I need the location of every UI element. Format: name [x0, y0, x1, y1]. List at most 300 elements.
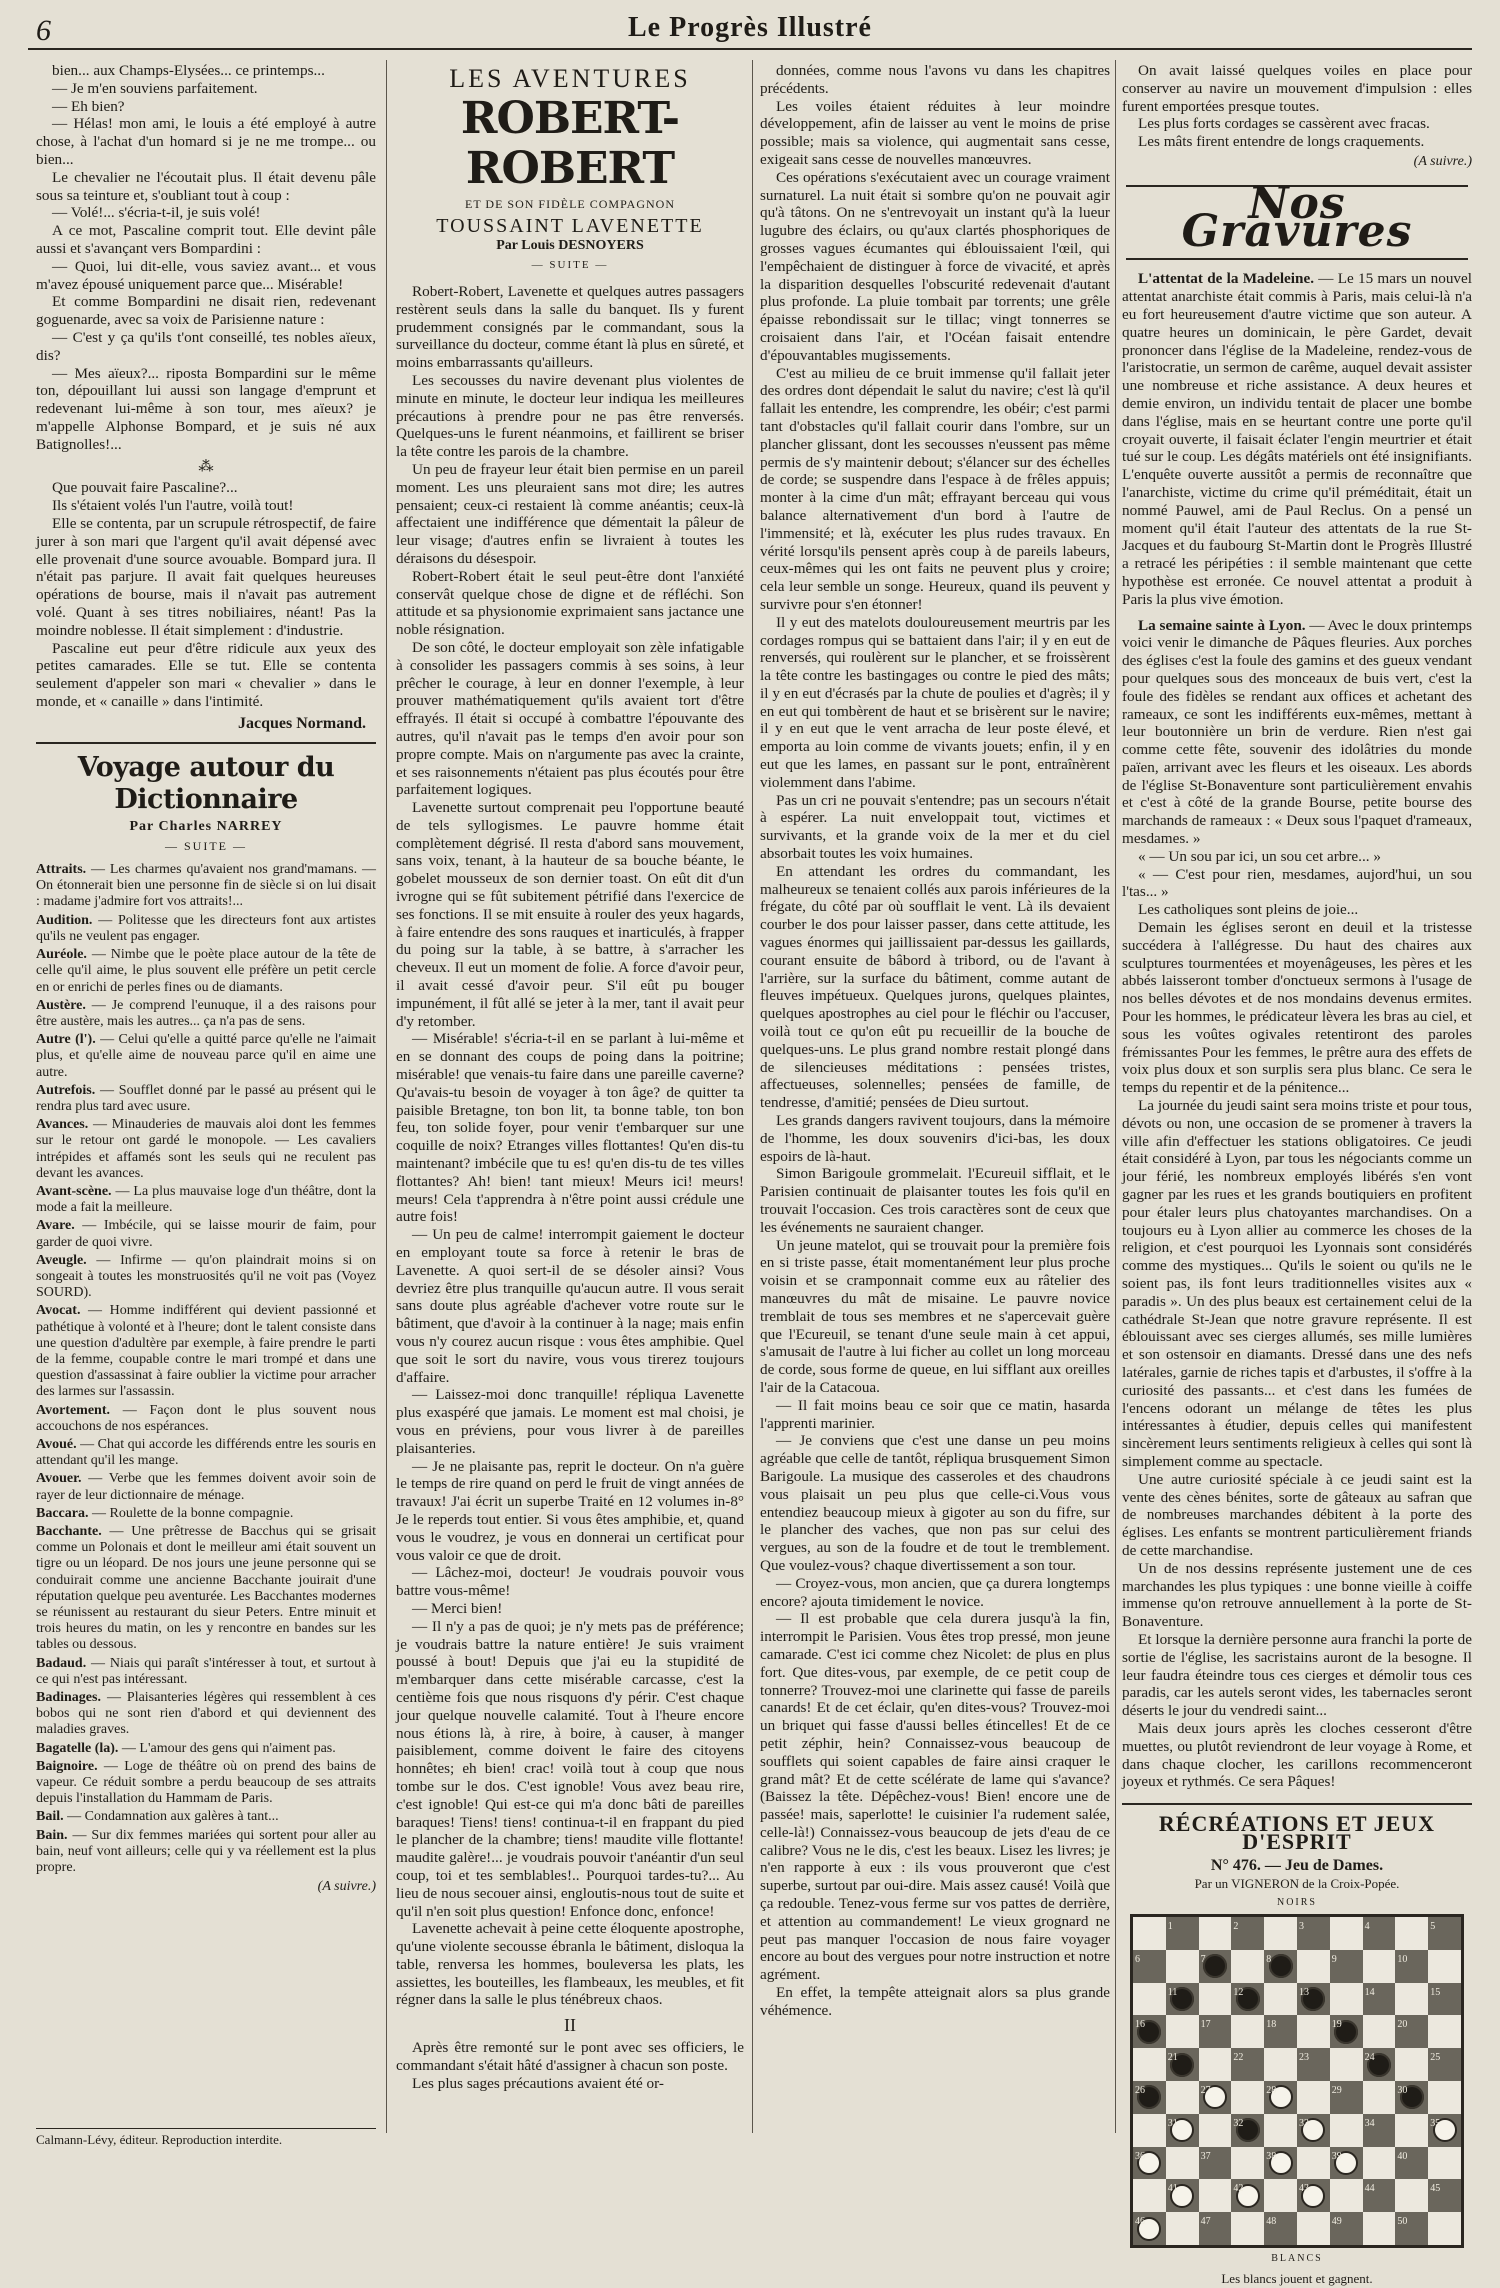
- board-square-light: [1297, 2212, 1330, 2245]
- board-square-light: [1330, 1983, 1363, 2016]
- square-number: 16: [1135, 2019, 1145, 2031]
- serial-suite: — SUITE —: [531, 259, 609, 272]
- square-number: 32: [1233, 2117, 1244, 2129]
- board-bottom-label: BLANCS: [1271, 2253, 1323, 2265]
- board-square-dark: [1330, 2147, 1363, 2180]
- paragraph: On avait laissé quelques voiles en place pour conserver au navire un mouvement d'impulsion : elles furent emportées presque toutes.: [1122, 62, 1472, 115]
- board-square-dark: [1330, 2212, 1363, 2245]
- voyage-title: Voyage autour du Dictionnaire: [36, 742, 376, 816]
- paragraph: « — C'est pour rien, mesdames, aujord'hui, un sou l'tas... »: [1122, 865, 1472, 901]
- dictionary-entry: [36, 1809, 376, 1825]
- board-square-light: [1133, 1917, 1166, 1950]
- board-square-light: [1199, 2114, 1232, 2147]
- board-square-dark: [1330, 2015, 1363, 2048]
- paragraph: Les grands dangers ravivent toujours, dans la mémoire de l'homme, les doux souvenirs d'ici-bas, les doux espoirs de là-haut.: [760, 1112, 1110, 1165]
- entry-definition: — Minauderies de mauvais aloi dont les femmes sur le retour ont gardé le monopole. — Les cavaliers intrépides et affamés sont les seuls qui ne reculent pas devant les avances.: [36, 1117, 376, 1181]
- a-suivre-2: (A suivre.): [1413, 153, 1472, 169]
- paragraph: Demain les églises seront en deuil et la tristesse succédera à l'allégresse. Du haut des chaires aux sculptures tourmentées et moyenâgeuses, les pères et les abbés laisseront tomber d'onctueux sermons à l'usage de nos belles dévotes et de nos mondains devenus ermites. Pour les hommes, le prédicateur lèvera les bras au ciel, et sous les voûtes ogivales retentiront des paroles frémissantes Pour les femmes, le prêtre aura des effets de voix plus doux et son surplis sera plus blanc. Ce sera le temps du repentir et de la pénitence...: [1122, 919, 1472, 1097]
- entry-definition: — Nimbe que le poète place autour de la tête de celle qu'il aime, le plus souvent elle préfère un petit cercle en or enrichi de perles fines ou de diamants.: [36, 947, 376, 995]
- black-checker-piece: [1203, 1954, 1227, 1978]
- serial-author: Par Louis DESNOYERS: [496, 238, 644, 254]
- dictionary-entry: [36, 1828, 376, 1877]
- entry-term: Avoué.: [36, 1436, 77, 1452]
- serial-end: [1122, 62, 1472, 151]
- board-square-light: [1363, 2081, 1396, 2114]
- entry-definition: — Niais qui paraît s'intéresser à tout, et surtout à ce qui n'est pas intéressant.: [36, 1655, 376, 1687]
- square-number: 41: [1167, 2183, 1178, 2195]
- paragraph: Le chevalier ne l'écoutait plus. Il était devenu pâle sous sa teinture et, s'oubliant tout à coup :: [36, 168, 376, 204]
- dictionary-entry: [36, 1253, 376, 1302]
- paragraph: Lavenette achevait à peine cette éloquente apostrophe, qu'une violente secousse ébranla le bâtiment, disloqua la table, renversa les hommes, bouleversa les plats, les assiettes, les bouteilles, les flambeaux, les meubles, et fit régner dans la salle le plus ténébreux chaos.: [396, 1920, 744, 2009]
- board-square-light: [1264, 1983, 1297, 2016]
- dictionary-entry: [36, 998, 376, 1030]
- board-square-dark: [1428, 2114, 1461, 2147]
- paragraph: — Hélas! mon ami, le louis a été employé à autre chose, à l'achat d'un homard si je ne me trompe... ou bien...: [36, 115, 376, 168]
- paragraph: — Merci bien!: [412, 1599, 503, 1617]
- board-square-light: [1231, 1950, 1264, 1983]
- square-number: 12: [1233, 1986, 1244, 1998]
- board-square-light: [1428, 2212, 1461, 2245]
- dictionary-entry: [36, 1437, 376, 1469]
- paragraph: — Il n'y a pas de quoi; je n'y mets pas de préférence; je voudrais battre la nature entière! Je suis vraiment poussé à bout! Depuis que j'ai eu la stupidité de m'embarquer dans cette misérable carcasse, c'est la centième fois que nous risquons d'y périr. C'est chaque jour quelque nouvelle calamité. Tout à l'heure encore nous étions là, à rire, à boire, à causer, à manger paisiblement, comme doivent le faire des citoyens honnêtes; eh bien! crac! voilà tout à coup que nous tombe sur le dos. C'est ignoble! Vous avez beau rire, c'est ignoble! Qui est-ce qui m'a donc bâti de pareilles baraques! Tiens! tiens! continua-t-il en frappant du pied le plancher de la chambre; tiens! maudite ville flottante! maudite galère!... je voudrais pouvoir t'anéantir d'un seul coup, toi et tes semblables!.. Pourquoi tardes-tu?... Au lieu de nous secouer ainsi, engloutis-nous tout de suite et qu'il n'en soit plus question! Enfonce donc, enfonce!: [396, 1617, 744, 1920]
- entry-term: Bagatelle (la).: [36, 1740, 119, 1756]
- board-square-light: [1264, 1917, 1297, 1950]
- entry-definition: — Homme indifférent qui devient passionné et pathétique à volonté et à l'heure; dont le talent consiste dans une question d'adultère par exemple, à faire prendre le parti de la femme, coupable contre le mari trompé et dans une question d'assassinat à faire oublier la victime pour arracher des larmes sur l'assassin.: [36, 1303, 376, 1400]
- column-rule: [386, 60, 387, 2133]
- paragraph: Elle se contenta, par un scrupule rétrospectif, de faire jurer à son mari que l'argent qu'il avait dépensé avec elle provenait d'une source avouable. Bompard jura. Il n'était pas parjure. Il avait fait quelques heureuses opérations de bourse, mais il n'avait pas autrement volé. Quant à ses titres nobiliaires, néant! Pas la moindre noblesse. Il était simplement : d'industrie.: [36, 514, 376, 639]
- gravure-2-first: — Avec le doux printemps voici venir le dimanche de Pâques fleuries. Aux porches des églises c'est la foule des gamins et des gueux vendant pour quelques sous des monceaux de buis vert, c'est la foule des fidèles se rendant aux offices et achetant des rameaux, ce sont les indifférents eux-mêmes, mettant à leur boutonnière un brin de verdure. Rien n'est gai comme cette fête, souvenir des idolâtries du monde païen, arrivant avec les fleurs et les oiseaux. Les abords de l'église St-Bonaventure sont particulièrement envahis et c'est à côté de la grande Bourse, petite bourse des marchands de rameaux : « Deux sous l'paquet d'rameaux, mesdames. »: [1122, 616, 1473, 848]
- serial-kicker: LES AVENTURES: [449, 64, 691, 93]
- board-square-light: [1264, 2179, 1297, 2212]
- entry-term: Baignoire.: [36, 1758, 98, 1774]
- entry-term: Bacchante.: [36, 1524, 102, 1539]
- gravure-2-title: La semaine sainte à Lyon.: [1138, 616, 1306, 634]
- paragraph: A ce mot, Pascaline comprit tout. Elle devint pâle aussi et s'avançant vers Bompardini :: [36, 222, 376, 257]
- entry-definition: — Infirme — qu'on plaindrait moins si on songeait à toutes les monstruosités qu'il ne voit pas (Voyez SOURD).: [36, 1252, 376, 1301]
- square-number: 14: [1364, 1986, 1375, 1998]
- board-square-dark: [1363, 2179, 1396, 2212]
- square-number: 3: [1298, 1921, 1304, 1933]
- entry-definition: — Imbécile, qui se laisse mourir de faim, pour garder de quoi vivre.: [36, 1218, 376, 1250]
- puzzle-author: Par un VIGNERON de la Croix-Popée.: [1194, 1875, 1400, 1891]
- board-square-dark: [1428, 1983, 1461, 2016]
- board-square-dark: [1133, 2147, 1166, 2180]
- board-square-dark: [1231, 2179, 1264, 2212]
- square-number: 28: [1266, 2085, 1277, 2097]
- dictionary-entries: [36, 862, 376, 1876]
- board-square-light: [1330, 2179, 1363, 2212]
- board-square-dark: [1363, 2114, 1396, 2147]
- column-3: [760, 62, 1110, 2133]
- paragraph: — Je ne plaisante pas, reprit le docteur. On n'a guère le temps de rire quand on perd le fruit de vingt années de travaux! J'ai écrit un superbe Traité en 12 volumes in-8° Je le reperds tout entier. Si vous êtes amphibie, et, quand vous le voudrez, je vous en donnerai un certificat pour vous valoir ce que de droit.: [396, 1457, 744, 1564]
- board-square-light: [1428, 2147, 1461, 2180]
- entry-term: Austère.: [36, 997, 86, 1013]
- signature: Jacques Normand.: [237, 714, 366, 732]
- square-number: 15: [1430, 1986, 1441, 1998]
- paragraph: — Volé!... s'écria-t-il, je suis volé!: [52, 204, 261, 222]
- entry-definition: — Soufflet donné par le passé au présent qui le rendra plus tard avec usure.: [36, 1082, 376, 1114]
- entry-definition: — Une prêtresse de Bacchus qui se grisait comme un Polonais et dont le meilleur ami était souvent un tigre ou un léopard. De nos jours une jeune personne qui se conduirait comme une ancienne Bacchante jouirait d'une réputation quelque peu aventurée. Les Bacchantes modernes se réunissent au restaurant du sieur Peters. Entre minuit et trois heures du matin, on les y rencontre en bandes sur les tables ou dessous.: [36, 1524, 376, 1653]
- paragraph: Et comme Bompardini ne disait rien, redevenant goguenarde, avec sa voix de Parisienne nature :: [36, 293, 376, 329]
- board-square-light: [1166, 1950, 1199, 1983]
- board-square-dark: [1199, 2147, 1232, 2180]
- column-rule: [752, 60, 753, 2133]
- board-square-light: [1166, 2015, 1199, 2048]
- board-square-dark: [1133, 2015, 1166, 2048]
- square-number: 20: [1397, 2019, 1408, 2031]
- paragraph: Un jeune matelot, qui se trouvait pour la première fois en si triste passe, était momentanément leur plus proche voisin et se cramponnait comme eux au râtelier des manœuvres du mât de misaine. Le pauvre novice tremblait de tous ses membres et ne s'apercevait guère que l'Ecureuil, se tenant d'une seule main à cet appui, s'amusait de l'autre à lui ficher au collet un long morceau de corde, sous forme de queue, en lui sifflant aux oreilles l'air de la Catacoua.: [760, 1236, 1110, 1396]
- board-square-dark: [1264, 2081, 1297, 2114]
- board-square-dark: [1264, 2147, 1297, 2180]
- paragraph: Pascaline eut peur d'être ridicule aux yeux des petites camarades. Elle se tut. Elle se contenta seulement d'appeler son mari « chevalier » dans le monde, et « canaille » dans l'intimité.: [36, 639, 376, 710]
- square-number: 19: [1331, 2019, 1342, 2031]
- board-square-light: [1199, 1917, 1232, 1950]
- paragraph: C'est au milieu de ce bruit immense qu'il fallait jeter des ordres dont dépendait le salut du navire; c'est là qu'il fallait les entendre, les comprendre, les obéir; c'est parmi tant d'obstacles qu'il fallait courir dans l'ombre, sur un plancher glissant, dont les secousses n'eussent pas même permis de s'y maintenir debout; s'élancer sur des échelles de corde; se suspendre dans l'espace à de frêles appuis; monter à la cime d'un mât; effrayant berceau qui vous balance alternativement d'un bord à l'autre de l'immensité; et là, exécuter les plus rudes travaux. En vérité lorsqu'ils pensent après coup à de pareils labeurs, ceux-mêmes qui les ont faits ne peuvent plus y croire; cela leur semble un songe. Heureux, quand ils peuvent y survivre pour s'en étonner!: [760, 364, 1110, 613]
- dictionary-entry: [36, 1117, 376, 1182]
- board-square-dark: [1199, 2212, 1232, 2245]
- board-square-dark: [1133, 2081, 1166, 2114]
- board-square-dark: [1297, 1983, 1330, 2016]
- board-square-light: [1395, 1917, 1428, 1950]
- board-square-dark: [1199, 1950, 1232, 1983]
- page-header: [28, 8, 1472, 50]
- square-number: 24: [1364, 2052, 1375, 2064]
- board-square-dark: [1231, 1917, 1264, 1950]
- square-number: 26: [1135, 2085, 1145, 2097]
- board-square-light: [1395, 2114, 1428, 2147]
- board-square-dark: [1395, 1950, 1428, 1983]
- voyage-suite: — SUITE —: [165, 839, 247, 854]
- entry-definition: — Les charmes qu'avaient nos grand'mamans. — On étonnerait bien une personne fin de siècle si on lui disait : madame j'admire fort vos attraits!...: [36, 862, 376, 910]
- board-square-dark: [1166, 2179, 1199, 2212]
- square-number: 45: [1430, 2183, 1441, 2195]
- paragraph: Mais deux jours après les cloches cesseront d'être muettes, ou plutôt reviendront de leur voyage à Rome, et dans chaque clocher, les carillons recommenceront joyeux et rythmés. Ce sera Pâques!: [1122, 1719, 1472, 1791]
- entry-term: Audition.: [36, 912, 93, 928]
- entry-definition: — Politesse que les directeurs font aux artistes qu'ils ne veulent pas engager.: [36, 912, 376, 944]
- chapter-number: II: [564, 2015, 576, 2036]
- dictionary-entry: [36, 1032, 376, 1081]
- entry-definition: — Plaisanteries légères qui ressemblent à ces bobos qui ne sont rien d'abord et qui deviennent des maladies graves.: [36, 1690, 376, 1738]
- square-number: 22: [1233, 2052, 1244, 2064]
- board-square-dark: [1428, 1917, 1461, 1950]
- board-square-dark: [1199, 2015, 1232, 2048]
- square-number: 40: [1397, 2150, 1408, 2162]
- square-number: 2: [1233, 1921, 1239, 1933]
- dictionary-entry: [36, 1218, 376, 1250]
- paragraph: Les catholiques sont pleins de joie...: [1138, 901, 1359, 919]
- dictionary-entry: [36, 1741, 376, 1757]
- paragraph: — Je conviens que c'est une danse un peu moins agréable que celle de tantôt, répliqua brusquement Simon Barigoule. La musique des casseroles et des chaudrons vous plaisait un peu plus que celle-ci.Vous vous entendiez beaucoup mieux à gigoter au son du fifre, sur le plancher des vaches, que non pas sur celui des vergues, au son de la foudre et de tout le tremblement. Que voulez-vous? chaque divertissement a son tour.: [760, 1432, 1110, 1574]
- board-square-dark: [1166, 2048, 1199, 2081]
- board-square-light: [1264, 2048, 1297, 2081]
- paragraph: Après être remonté sur le pont avec ses officiers, le commandant s'était hâté d'assigner à chacun son poste.: [396, 2039, 744, 2074]
- entry-term: Avouer.: [36, 1471, 82, 1487]
- square-number: 27: [1200, 2085, 1211, 2097]
- square-number: 18: [1266, 2019, 1277, 2031]
- square-number: 34: [1364, 2117, 1375, 2129]
- square-number: 47: [1200, 2216, 1211, 2228]
- board-square-light: [1428, 2081, 1461, 2114]
- paragraph: Robert-Robert, Lavenette et quelques autres passagers restèrent seuls dans la salle du banquet. Ils y furent prudemment consignés par le commandant, sous la surveillance du docteur, comme étant là plus en sûreté, et moins embarrassants qu'ailleurs.: [396, 282, 744, 372]
- board-square-dark: [1133, 1950, 1166, 1983]
- paragraph: — Quoi, lui dit-elle, vous saviez avant... et vous m'avez épousé uniquement parce que... Misérable!: [36, 257, 376, 293]
- board-square-light: [1199, 1983, 1232, 2016]
- paragraph: Lavenette surtout comprenait peu l'opportune beauté de tels syllogismes. Le pauvre homme était complètement dégrisé. Il resta d'abord sans mouvement, sans voix, tenant, à la hauteur de sa bouche béante, le gobelet mousseux de son dernier toast. On eût dit d'un ivrogne qui se fût subitement pétrifié dans l'exercice de ses fonctions. Il se mit ensuite à rouler des yeux hagards, à faire entendre des sons rauques et inarticulés, à frapper du poing sur la table, à se battre, à s'arracher les cheveux. Il eut un moment de folie. A force d'avoir peur, il avait cessé d'avoir peur. S'il eût pu bouger impunément, il fût allé se jeter à la mer, tant il avait peur d'y retomber.: [396, 799, 744, 1030]
- board-square-light: [1330, 2048, 1363, 2081]
- entry-term: Avances.: [36, 1117, 89, 1133]
- square-number: 37: [1200, 2150, 1211, 2162]
- square-number: 31: [1167, 2117, 1178, 2129]
- gravures-title: Nos Gravures: [1181, 177, 1413, 257]
- paragraph: — Je m'en souviens parfaitement.: [52, 79, 258, 97]
- board-square-light: [1166, 2212, 1199, 2245]
- square-number: 49: [1331, 2216, 1342, 2228]
- board-square-light: [1297, 2081, 1330, 2114]
- paragraph: Ils s'étaient volés l'un l'autre, voilà tout!: [52, 497, 294, 515]
- entry-term: Autre (l').: [36, 1032, 96, 1048]
- square-number: 23: [1298, 2052, 1309, 2064]
- paragraph: bien... aux Champs-Elysées... ce printemps...: [52, 62, 325, 79]
- board-square-dark: [1330, 2081, 1363, 2114]
- entry-definition: — Verbe que les femmes doivent avoir soin de rayer de leur dictionnaire de ménage.: [36, 1471, 376, 1503]
- story-end-2: [36, 479, 376, 710]
- board-square-light: [1395, 2048, 1428, 2081]
- board-square-dark: [1231, 2048, 1264, 2081]
- entry-definition: — Sur dix femmes mariées qui sortent pour aller au bain, neuf vont ailleurs; celle qui y va réellement est la plus propre.: [36, 1827, 376, 1876]
- board-square-dark: [1166, 1917, 1199, 1950]
- entry-term: Avocat.: [36, 1303, 81, 1319]
- entry-term: Bain.: [36, 1827, 68, 1843]
- gravure-2: [1122, 617, 1472, 848]
- entry-term: Baccara.: [36, 1505, 89, 1521]
- board-square-dark: [1330, 1950, 1363, 1983]
- publisher-footer: Calmann-Lévy, éditeur. Reproduction interdite.: [36, 2128, 376, 2148]
- square-number: 42: [1233, 2183, 1244, 2195]
- board-square-dark: [1231, 2114, 1264, 2147]
- story-end: [36, 62, 376, 454]
- serial-continuation: [760, 62, 1110, 2020]
- voyage-byline: Par Charles NARREY: [129, 819, 283, 835]
- square-number: 43: [1298, 2183, 1309, 2195]
- recreations-title: RÉCRÉATIONS ET JEUX D'ESPRIT: [1122, 1803, 1472, 1851]
- paragraph: — Un peu de calme! interrompit gaiement le docteur en employant toute sa force à retenir le bras de Lavenette. A quoi sert-il de se désoler ainsi? Vous devriez être plus tranquille qu'aucun autre. Il vous serait sans doute plus agréable d'achever votre route sur le bâtiment, que d'avoir à la continuer à la nage; mais enfin vous n'y courez aucun risque : vous êtes amphibie. Quel que soit le sort du navire, vous vous tirerez toujours d'affaire.: [396, 1226, 744, 1386]
- board-square-light: [1395, 2179, 1428, 2212]
- square-number: 9: [1331, 1953, 1337, 1965]
- entry-definition: — Chat qui accorde les différends entre les souris en attendant qu'il les mange.: [36, 1436, 376, 1469]
- board-square-dark: [1395, 2015, 1428, 2048]
- paragraph: Et lorsque la dernière personne aura franchi la porte de sortie de l'église, les sacristains auront de la besogne. Il leur faudra éteindre tous ces cierges et démolir tous ces paradis, car les autels seront vides, les tabernacles seront déserts le jour du vendredi saint...: [1122, 1630, 1472, 1720]
- paragraph: — Mes aïeux?... riposta Bompardini sur le même ton, dépouillant lui aussi son langage d'emprunt et redevenant lui-même à son tour, mes aïeux? je m'appelle Alphonse Bompard, et je suis né aux Batignolles!...: [36, 364, 376, 453]
- square-number: 35: [1430, 2117, 1441, 2129]
- paragraph: — Croyez-vous, mon ancien, que ça durera longtemps encore? ajouta timidement le novice.: [760, 1574, 1110, 1610]
- dictionary-entry: [36, 862, 376, 911]
- square-number: 33: [1298, 2117, 1309, 2129]
- paragraph: Pas un cri ne pouvait s'entendre; pas un secours n'était à espérer. La nuit enveloppait tout, victimes et survivants, et la grande voix de la mer et du ciel absorbait toutes les voix humaines.: [760, 791, 1110, 863]
- paragraph: « — Un sou par ici, un sou cet arbre... »: [1138, 847, 1381, 865]
- paragraph: — Il fait moins beau ce soir que ce matin, hasarda l'apprenti marinier.: [760, 1396, 1110, 1432]
- square-number: 44: [1364, 2183, 1375, 2195]
- square-number: 39: [1331, 2150, 1342, 2162]
- paragraph: Les plus sages précautions avaient été or-: [412, 2074, 664, 2092]
- entry-definition: — Roulette de la bonne compagnie.: [88, 1505, 294, 1521]
- square-number: 17: [1200, 2019, 1211, 2031]
- serial-body: [396, 283, 744, 2009]
- board-square-dark: [1363, 2048, 1396, 2081]
- board-square-dark: [1133, 2212, 1166, 2245]
- board-square-light: [1166, 2147, 1199, 2180]
- square-number: 46: [1135, 2216, 1145, 2228]
- board-square-dark: [1297, 2114, 1330, 2147]
- entry-definition: — La plus mauvaise loge d'un théâtre, dont la mode a fait la meilleure.: [36, 1183, 376, 1216]
- paragraph: De son côté, le docteur employait son zèle infatigable à consolider les passagers commis à ses soins, à leur prêcher le courage, à leur en donner l'exemple, à leur prouver mathématiquement qu'ils avaient tort d'être effrayés. Il était si occupé à combattre l'épouvante des autres, qu'il n'avait pas le temps d'en avoir pour son propre compte. Mais on n'argumente pas avec la crainte, et ses raisonnements n'étaient pas plus écoutés pour être parfaitement logiques.: [396, 638, 744, 799]
- board-square-light: [1264, 2114, 1297, 2147]
- entry-definition: — Loge de théâtre où on prend des bains de vapeur. Ce réduit sombre a perdu beaucoup de ses attraits depuis l'installation du Hammam de Paris.: [36, 1758, 376, 1807]
- serial-companion: TOUSSAINT LAVENETTE: [436, 214, 704, 237]
- board-square-dark: [1297, 1917, 1330, 1950]
- square-number: 1: [1167, 1921, 1173, 1933]
- paragraph: La journée du jeudi saint sera moins triste et pour tous, dévots ou non, une occasion de se promener à travers la ville afin d'effectuer les stations obligatoires. Ce jeudi était considéré à Lyon, par tous les négociants comme un jour férié, les nombreux employés libérés s'en vont gagner par les rues et les grands boutiquiers en profitent pour étaler leurs plus chatoyantes marchandises. On a toujours eu à Lyon allier au commerce les choses de la religion, et c'est pourquoi les Lyonnais sont considérés comme des mystiques... Qu'ils le soient ou qu'ils ne le soient pas, ils font leurs traditionnelles visites aux « paradis ». Un des plus beaux est certainement celui de la cathédrale St-Jean que notre gravure représente. Il est éblouissant avec ses cierges allumés, ses mille lumières et son ostensoir en diamants. Dressé dans une des nefs latérales, garnie de riches tapis et d'arbustes, il s'offre à la curiosité des passants... et c'est dans les fumées de l'encens odorant un mélange de têtes les plus intéressantes à étudier, depuis celles qui manifestent sincèrement leurs sentiments religieux à celles qui sont là simplement comme au spectacle.: [1122, 1097, 1472, 1470]
- paragraph: Les mâts firent entendre de longs craquements.: [1138, 133, 1425, 151]
- board-square-dark: [1166, 1983, 1199, 2016]
- square-number: 21: [1167, 2052, 1178, 2064]
- separator-stars: ⁂: [198, 457, 214, 475]
- square-number: 8: [1266, 1953, 1272, 1965]
- dictionary-entry: [36, 947, 376, 996]
- board-square-light: [1363, 2147, 1396, 2180]
- gravure-1-text: — Le 15 mars un nouvel attentat anarchiste était commis à Paris, mais celui-là n'a eu fort heureusement d'autre victime que son auteur. A quatre heures un dominicain, le père Gardet, devait prononcer dans l'église de la Madeleine, rendez-vous de l'aristocratie, un sermon de carême, auquel devait assister une nombreuse et riche assistance. A deux heures et demie environ, un individu tentait de placer une bombe dans l'église, mais en se heurtant contre une porte qu'il croyait ouverte, il faisait éclater l'engin meurtrier et était tué sur le coup. Les dégâts matériels ont été insignifiants. L'enquête ouverte aussitôt a permis de reconnaître que l'anarchiste, victime du crime qu'il préméditait, était un nommé Pauwel, ami de Paul Reclus. On a pensé un moment qu'il était l'auteur des attentats de la rue St-Jacques et du faubourg St-Martin dont le Progrès Illustré a retracé les péripéties : il semble maintenant que cette hypothèse est erronée. Ce nouvel attentat a produit à Paris la plus vive émotion.: [1122, 270, 1472, 608]
- paragraph: Un de nos dessins représente justement une de ces marchandes les plus typiques : une bonne vieille à coiffe immense qu'on retrouve annuellement à la porte de St-Bonaventure.: [1122, 1559, 1472, 1631]
- dictionary-entry: [36, 1083, 376, 1115]
- board-square-light: [1199, 2048, 1232, 2081]
- square-number: 48: [1266, 2216, 1277, 2228]
- a-suivre: (A suivre.): [317, 1879, 376, 1895]
- board-square-light: [1428, 2015, 1461, 2048]
- board-square-light: [1231, 2081, 1264, 2114]
- entry-definition: — L'amour des gens qui n'aiment pas.: [118, 1740, 336, 1756]
- paragraph: — Il est probable que cela durera jusqu'à la fin, interrompit le Parisien. Vous êtes trop pressé, mon jeune camarade. C'est ici comme chez Nicolet: de plus en plus fort. Que dites-vous, par exemple, de ce petit coup de tonnerre? Trouvez-moi une clarinette qui fasse de pareils canards! Et de cet éclair, qu'en dites-vous? Trouvez-moi un briquet qui fasse d'aussi belles étincelles! Et de ce petit zéphir, hein? Connaissez-vous beaucoup de soufflets qui soient capables de faire ainsi craquer le grand mât? Et de cette scélérate de lame qui s'avance? (Baissez la tête. Dépêchez-vous! Bien! encore une de passée! mais, saperlotte! le cuisinier l'a rudement salée, celle-là!) Connaissez-vous beaucoup de jets d'eau de ce calibre? Vous ne le dis, c'est les beaux. Lisez les livres; je n'en rapporte à eux : ils vous prouveront que c'est superbe, surtout par oui-dire. Mais assez causé! Voilà que ça redouble. Tenez-vous ferme sur vos pattes de derrière, et attention au commandement! Le vieux grognard ne peut pas manquer l'occasion de nous faire voyager encore au bout des vergues pour notre instruction et notre agrément.: [760, 1610, 1110, 1984]
- square-number: 5: [1430, 1921, 1436, 1933]
- board-square-light: [1133, 1983, 1166, 2016]
- entry-term: Aveugle.: [36, 1252, 87, 1268]
- board-square-light: [1231, 2147, 1264, 2180]
- dictionary-entry: [36, 1506, 376, 1522]
- board-top-label: NOIRS: [1276, 1897, 1317, 1909]
- board-square-dark: [1395, 2212, 1428, 2245]
- board-square-light: [1297, 2147, 1330, 2180]
- puzzle-caption: Les blancs jouent et gagnent.: [1221, 2270, 1373, 2286]
- paragraph: — C'est y ça qu'ils t'ont conseillé, tes nobles aïeux, dis?: [36, 328, 376, 364]
- puzzle-number: N° 476. — Jeu de Dames.: [1210, 1856, 1384, 1874]
- paragraph: Ces opérations s'exécutaient avec un courage vraiment surnaturel. La nuit était si sombre qu'on ne pouvait agir qu'à tâtons. On ne s'entrevoyait un instant qu'à la lueur lugubre des éclairs, ou qu'aux clartés phosphoriques de grosses vagues écumantes qui éblouissaient l'œil, qui l'empêchaient de distinguer à force de vivacité, et après la disparition desquelles l'obscurité redevenait d'autant plus profonde. La pluie tombait par torrents; une grêle épaisse rebondissait sur le tillac; vingt tonnerres se croisaient dans l'air, et l'Océan faisait entendre d'épouvantables mugissements.: [760, 168, 1110, 364]
- square-number: 36: [1135, 2150, 1145, 2162]
- entry-term: Attraits.: [36, 862, 87, 878]
- board-square-light: [1166, 2081, 1199, 2114]
- board-square-dark: [1363, 1917, 1396, 1950]
- paragraph: Les plus forts cordages se cassèrent avec fracas.: [1138, 115, 1430, 133]
- dictionary-entry: [36, 1759, 376, 1808]
- entry-definition: — Condamnation aux galères à tant...: [63, 1809, 279, 1825]
- board-square-dark: [1428, 2048, 1461, 2081]
- dictionary-entry: [36, 1656, 376, 1688]
- board-square-dark: [1297, 2179, 1330, 2212]
- board-square-light: [1133, 2114, 1166, 2147]
- square-number: 13: [1298, 1986, 1309, 1998]
- column-4: [1122, 62, 1473, 2286]
- serial-subtitle: ET DE SON FIDÈLE COMPAGNON: [464, 196, 675, 211]
- checkers-board: [1130, 1914, 1464, 2248]
- paragraph: En effet, la tempête atteignait alors sa plus grande véhémence.: [760, 1984, 1110, 2019]
- square-number: 50: [1397, 2216, 1408, 2228]
- paragraph: Il y eut des matelots douloureusement meurtris par les cordages rompus qui se battaient dans l'air; il y en eut de renversés, qui roulèrent sur le plancher, et se froissèrent la tête contre les bastingages ou contre le pied des mâts; il y en eut d'écrasés par la chute de poulies et d'agrès; il y en eut qui tombèrent de haut et se brisèrent sur le navire; il y en eut que le vent arracha de leur poste élevé, et emporta au loin comme de vivants jouets; enfin, il y en eut que les lames, en passant sur le pont, entraînèrent violemment dans l'abime.: [760, 613, 1110, 791]
- board-square-light: [1231, 2212, 1264, 2245]
- paragraph: Les secousses du navire devenant plus violentes de minute en minute, le docteur leur indiqua les meilleures précautions à prendre pour ne pas être renversés. Quelques-uns le furent néanmoins, et faillirent se briser la tête contre les parois de la chambre.: [396, 371, 744, 461]
- board-square-light: [1133, 2048, 1166, 2081]
- board-square-dark: [1428, 2179, 1461, 2212]
- dictionary-entry: [36, 1403, 376, 1435]
- square-number: 7: [1200, 1953, 1206, 1965]
- paragraph: Robert-Robert était le seul peut-être dont l'anxiété conservât quelque chose de digne et de réfléchi. Son attitude et sa physionomie exprimaient sans jactance une noble résignation.: [396, 567, 744, 639]
- dictionary-entry: [36, 1690, 376, 1739]
- board-square-dark: [1166, 2114, 1199, 2147]
- paragraph: Un peu de frayeur leur était bien permise en un pareil moment. Les uns pleuraient sans mot dire; les autres pensaient; ceux-ci restaient là comme anéantis; ceux-là affectaient une indifférence que démentait la pâleur de leur visage; d'autres enfin se livraient à toutes les déraisons du désespoir.: [396, 460, 744, 567]
- dictionary-entry: [36, 1471, 376, 1503]
- board-square-dark: [1264, 1950, 1297, 1983]
- serial-body-2: [396, 2039, 744, 2092]
- board-square-light: [1363, 2015, 1396, 2048]
- paragraph: Simon Barigoule grommelait. l'Ecureuil sifflait, et le Parisien continuait de plaisanter toutes les fois qu'il en trouvait l'occasion. Ces trois caractères sont de ceux que les événements ne sauraient changer.: [760, 1165, 1110, 1236]
- square-number: 4: [1364, 1921, 1370, 1933]
- paragraph: — Lâchez-moi, docteur! Je voudrais pouvoir vous battre vous-même!: [396, 1564, 744, 1600]
- entry-term: Badaud.: [36, 1655, 87, 1671]
- board-square-dark: [1264, 2212, 1297, 2245]
- board-square-light: [1231, 2015, 1264, 2048]
- entry-term: Auréole.: [36, 947, 87, 963]
- board-square-dark: [1395, 2081, 1428, 2114]
- page-number: 6: [36, 14, 51, 47]
- column-2: [396, 62, 744, 2133]
- square-number: 6: [1135, 1953, 1140, 1965]
- gravure-2-body: [1122, 848, 1472, 1791]
- gravures-header: [1126, 177, 1468, 261]
- board-square-light: [1133, 2179, 1166, 2212]
- paragraph: Une autre curiosité spéciale à ce jeudi saint est la vente des cènes bénites, sorte de gâteaux au safran que de nombreuses marchandes débitent à la porte des églises. Les enfants se montrent particulièrement friands de cette marchandise.: [1122, 1470, 1472, 1559]
- entry-definition: — Façon dont le plus souvent nous accouchons de nos espérances.: [36, 1402, 376, 1434]
- dictionary-entry: [36, 1303, 376, 1400]
- paragraph: — Eh bien?: [52, 97, 125, 115]
- board-square-dark: [1264, 2015, 1297, 2048]
- board-square-light: [1199, 2179, 1232, 2212]
- serial-title: ROBERT-ROBERT: [460, 92, 680, 194]
- board-square-light: [1330, 1917, 1363, 1950]
- board-square-light: [1395, 1983, 1428, 2016]
- journal-title: Le Progrès Illustré: [628, 12, 872, 43]
- board-square-dark: [1297, 2048, 1330, 2081]
- board-square-dark: [1199, 2081, 1232, 2114]
- paragraph: En attendant les ordres du commandant, les malheureux se tenaient collés aux parois inférieures de la frégate, du côté par où soufflait le vent. Là ils devaient courber le dos pour laisser passer, dans cette attitude, les vagues énormes qui jaillissaient par-dessus les gaillards, courant ensuite de bâbord à tribord, ou de l'avant à l'arrière, sur la surface du bâtiment, comme autant de fleuves impétueux. Quelques jurons, quelques plaintes, quelques apostrophes au ciel pour le fléchir ou l'accuser, voilà tout ce qu'on eût pu recueillir de la bouche de quelques-uns. Le plus grand nombre restait plongé dans de silencieuses méditations : pensées tristes, affectueuses, solennelles; pensées de famille, de tendresse, d'amitié; pensées de Dieu surtout.: [760, 862, 1110, 1112]
- board-square-dark: [1363, 1983, 1396, 2016]
- dictionary-entry: [36, 1524, 376, 1654]
- paragraph: Que pouvait faire Pascaline?...: [52, 479, 238, 497]
- column-rule: [1115, 60, 1116, 2133]
- board-square-dark: [1231, 1983, 1264, 2016]
- entry-term: Badinages.: [36, 1690, 101, 1706]
- entry-term: Autrefois.: [36, 1082, 96, 1098]
- paragraph: Les voiles étaient réduites à leur moindre développement, afin de laisser au vent le moins de prise possible; mais sa violence, qui augmentait sans cesse, exigeait sans cesse de nouvelles manœuvres.: [760, 97, 1110, 168]
- board-square-dark: [1395, 2147, 1428, 2180]
- entry-term: Avare.: [36, 1218, 75, 1234]
- gravure-1-title: L'attentat de la Madeleine.: [1138, 270, 1315, 288]
- paragraph: données, comme nous l'avons vu dans les chapitres précédents.: [760, 62, 1110, 97]
